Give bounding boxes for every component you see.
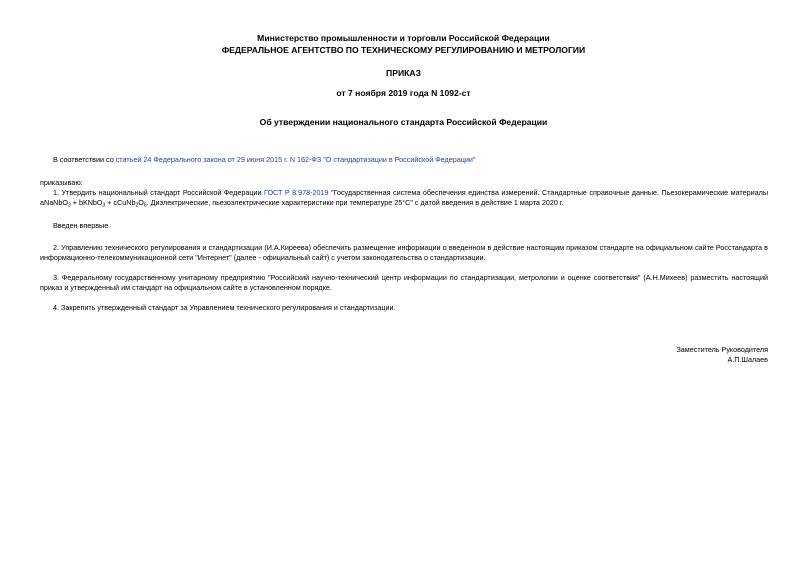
ministry-title: Министерство промышленности и торговли Российской Федерации	[257, 33, 550, 43]
formula-part2: + bKNbO	[70, 198, 103, 207]
law-article-link[interactable]: статьей 24 Федерального закона от 29 июня 2015 г. N 162-ФЗ "О стандартизации в Российской Федерации"	[115, 155, 476, 164]
signature-position: Заместитель Руководителя	[676, 345, 768, 354]
item1-text-c: . Диэлектрические, пьезоэлектрические характеристики при температуре 25°С" с датой введения в действие 1 марта 2020 г.	[146, 198, 564, 207]
doc-type: ПРИКАЗ	[386, 68, 421, 78]
formula-sub4: 6	[143, 202, 147, 209]
formula-part4: O	[138, 198, 144, 207]
standard-link[interactable]: ГОСТ Р 8.978-2019	[263, 188, 329, 197]
formula-sub3: 2	[135, 202, 139, 209]
doc-subject: Об утверждении национального стандарта Российской Федерации	[259, 117, 548, 127]
item1-line1	[53, 188, 768, 197]
preamble-lead: В соответствии со	[53, 155, 116, 164]
formula-part3: + cCuNb	[105, 198, 136, 207]
introduced-note: Введен впервые.	[53, 221, 111, 230]
item1-line2	[40, 198, 564, 207]
item3-line2: приказ и утвержденный им стандарт на официальном сайте в установленном порядке.	[40, 283, 332, 292]
order-word: приказываю:	[40, 178, 83, 187]
formula-part1: aNaNbO	[40, 198, 68, 207]
formula-sub1: 3	[67, 202, 71, 209]
agency-title: ФЕДЕРАЛЬНОЕ АГЕНТСТВО ПО ТЕХНИЧЕСКОМУ РЕГУЛИРОВАНИЮ И МЕТРОЛОГИИ	[221, 45, 586, 55]
doc-date-number: от 7 ноября 2019 года N 1092-ст	[336, 88, 471, 98]
item3-line1: 3. Федеральному государственному унитарному предприятию "Российский научно-технический центр информации по стандартизации, метрологии и оценке соответствия" (А.Н.Михеев) разместить настоящий	[53, 273, 768, 282]
preamble	[53, 155, 475, 164]
item2-line2: информационно-телекоммуникационной сети "Интернет" (далее - официальный сайт) с учетом законодательства о стандартизации.	[40, 253, 486, 262]
item1-text-b: "Государственная система обеспечения единства измерений. Стандартные справочные данные. Пьезокерамические материалы	[328, 188, 768, 197]
item4: 4. Закрепить утвержденный стандарт за Управлением технического регулирования и стандартизации.	[53, 303, 396, 312]
signature-name: А.П.Шалаев	[727, 355, 768, 364]
item1-text-a: 1. Утвердить национальный стандарт Российской Федерации	[53, 188, 264, 197]
item2-line1: 2. Управлению технического регулирования и стандартизации (И.А.Киреева) обеспечить размещение информации о введенном в действие настоящим приказом стандарте на официальном сайте Росстандарта в	[53, 243, 768, 252]
formula-sub2: 3	[102, 202, 106, 209]
